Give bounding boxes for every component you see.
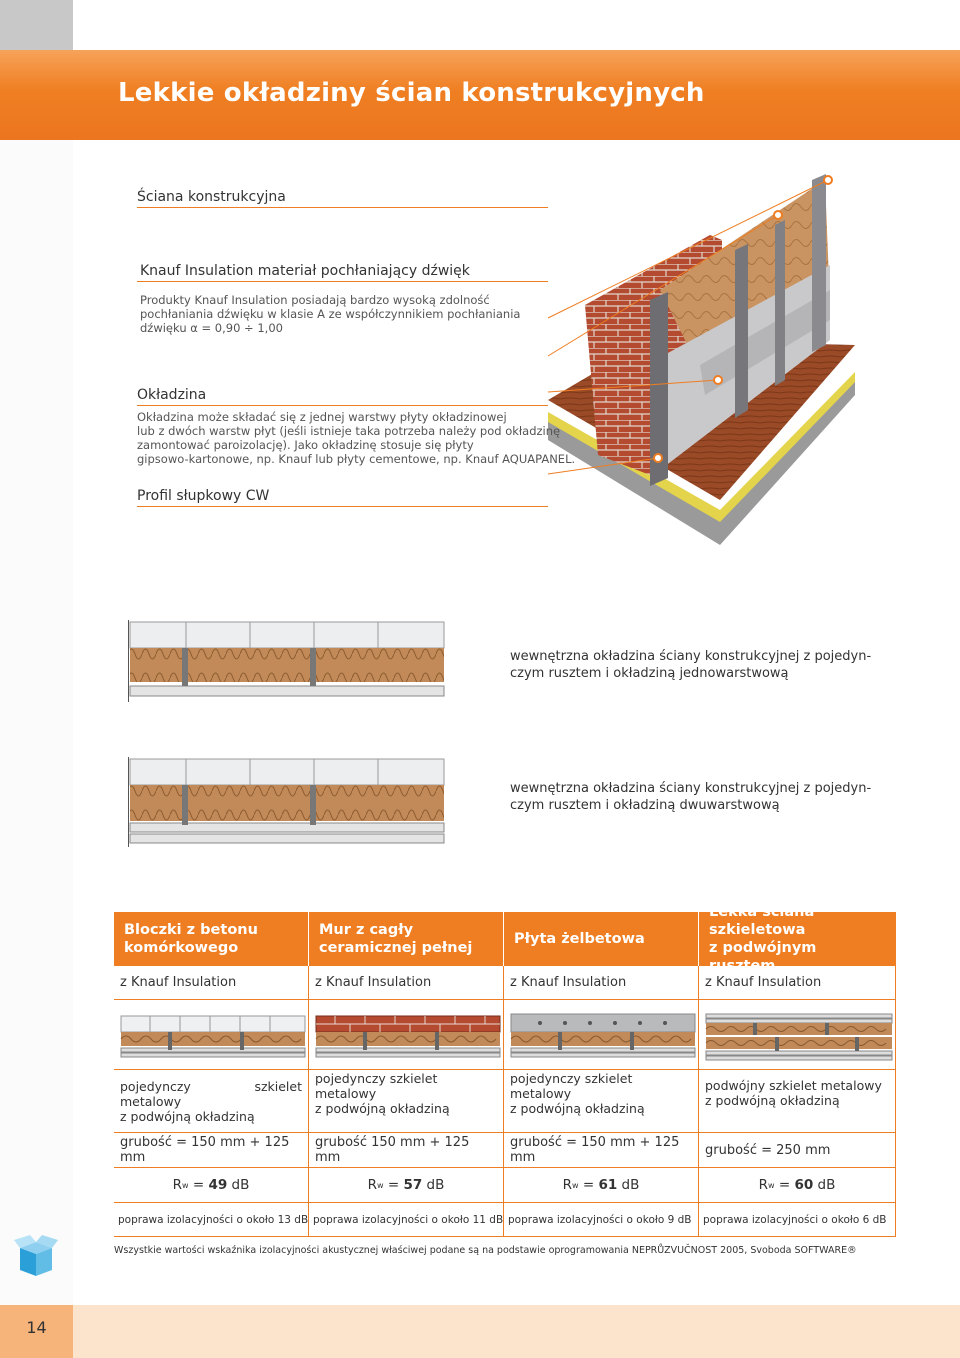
rw-cell: R w = 60 dB	[758, 1177, 836, 1193]
label-underline	[137, 506, 548, 507]
caption-double-layer: wewnętrzna okładzina ściany konstrukcyjnej z pojedyn- czym rusztem i okładziną dwuwarstwową	[510, 781, 872, 813]
wall-section-ceramic-brick	[315, 1014, 501, 1060]
wall-section-aerated-concrete	[120, 1014, 306, 1060]
table-border	[895, 912, 896, 1237]
rw-cell: R w = 61 dB	[562, 1177, 640, 1193]
footnote: Wszystkie wartości wskaźnika izolacyjności akustycznej właściwej podane są na podstawie oprogramowania NEPRŮZVUČNOST 2005, Svoboda SOFTWARE®	[114, 1245, 857, 1256]
column-header: Mur z cagły ceramicznej pełnej	[309, 912, 503, 966]
row-divider	[114, 999, 896, 1000]
column-header: Bloczki z betonu komórkowego	[114, 912, 308, 966]
footer-band	[73, 1305, 960, 1358]
label-underline	[137, 405, 548, 406]
wall-illustration	[540, 165, 860, 555]
skeleton-cell: podwójny szkielet metalowy z podwójną okładziną	[705, 1078, 882, 1108]
left-margin-strip	[0, 50, 73, 1305]
thickness-cell: grubość = 150 mm + 125 mm	[510, 1135, 680, 1165]
column-header: Płyta żelbetowa	[504, 912, 698, 966]
insulation-cell: z Knauf Insulation	[315, 975, 432, 990]
column-header: Lekka ściana szkieletowa z podwójnym rusztem	[699, 912, 896, 966]
improvement-cell: poprawa izolacyjności o około 11 dB	[313, 1213, 504, 1226]
caption-single-layer: wewnętrzna okładzina ściany konstrukcyjnej z pojedyn- czym rusztem i okładziną jednowarstwową	[510, 649, 872, 681]
improvement-cell: poprawa izolacyjności o około 6 dB	[703, 1213, 887, 1226]
row-divider	[114, 1236, 896, 1237]
box-icon	[12, 1232, 60, 1280]
insulation-description: Produkty Knauf Insulation posiadają bardzo wysoką zdolność pochłaniania dźwięku w klasie A ze współczynnikiem pochłaniania dźwięku α = 0,90 ÷ 1,00	[140, 293, 521, 335]
label-underline	[137, 281, 548, 282]
thickness-cell: grubość 150 mm + 125 mm	[315, 1135, 470, 1165]
label-cw-profile: Profil słupkowy CW	[137, 488, 270, 504]
wall-section-reinforced-concrete	[510, 1012, 696, 1060]
skeleton-cell: pojedynczy szkielet metalowy z podwójną okładziną	[120, 1078, 302, 1124]
insulation-cell: z Knauf Insulation	[705, 975, 822, 990]
cross-section-single-layer	[128, 618, 448, 704]
label-structural-wall: Ściana konstrukcyjna	[137, 189, 286, 205]
page-number: 14	[26, 1318, 47, 1337]
improvement-cell: poprawa izolacyjności o około 9 dB	[508, 1213, 692, 1226]
cladding-description: Okładzina może składać się z jednej warstwy płyty okładzinowej lub z dwóch warstw płyt (jeśli istnieje taka potrzeba należy pod okładzinę zamontować paroizolację). Jako okładzinę stosuje się płyty gipsowo-kartonowe, np. Knauf lub płyty cementowe, np. Knauf AQUAPANEL.	[137, 410, 576, 466]
wall-section-double-frame	[705, 1012, 893, 1062]
top-margin-block	[0, 0, 73, 50]
rw-cell: R w = 57 dB	[367, 1177, 445, 1193]
comparison-table	[114, 904, 896, 1237]
label-underline	[137, 207, 548, 208]
cross-section-double-layer	[128, 755, 448, 851]
row-divider	[114, 1069, 896, 1070]
thickness-cell: grubość = 250 mm	[705, 1142, 831, 1158]
insulation-cell: z Knauf Insulation	[120, 975, 237, 990]
thickness-cell: grubość = 150 mm + 125 mm	[120, 1135, 290, 1165]
skeleton-cell: pojedynczy szkielet metalowy z podwójną okładziną	[510, 1070, 645, 1116]
label-insulation: Knauf Insulation materiał pochłaniający dźwięk	[140, 263, 470, 279]
label-cladding: Okładzina	[137, 387, 207, 403]
insulation-cell: z Knauf Insulation	[510, 975, 627, 990]
rw-cell: R w = 49 dB	[172, 1177, 250, 1193]
page-title: Lekkie okładziny ścian konstrukcyjnych	[118, 78, 705, 108]
improvement-cell: poprawa izolacyjności o około 13 dB	[118, 1213, 309, 1226]
skeleton-cell: pojedynczy szkielet metalowy z podwójną okładziną	[315, 1070, 450, 1116]
